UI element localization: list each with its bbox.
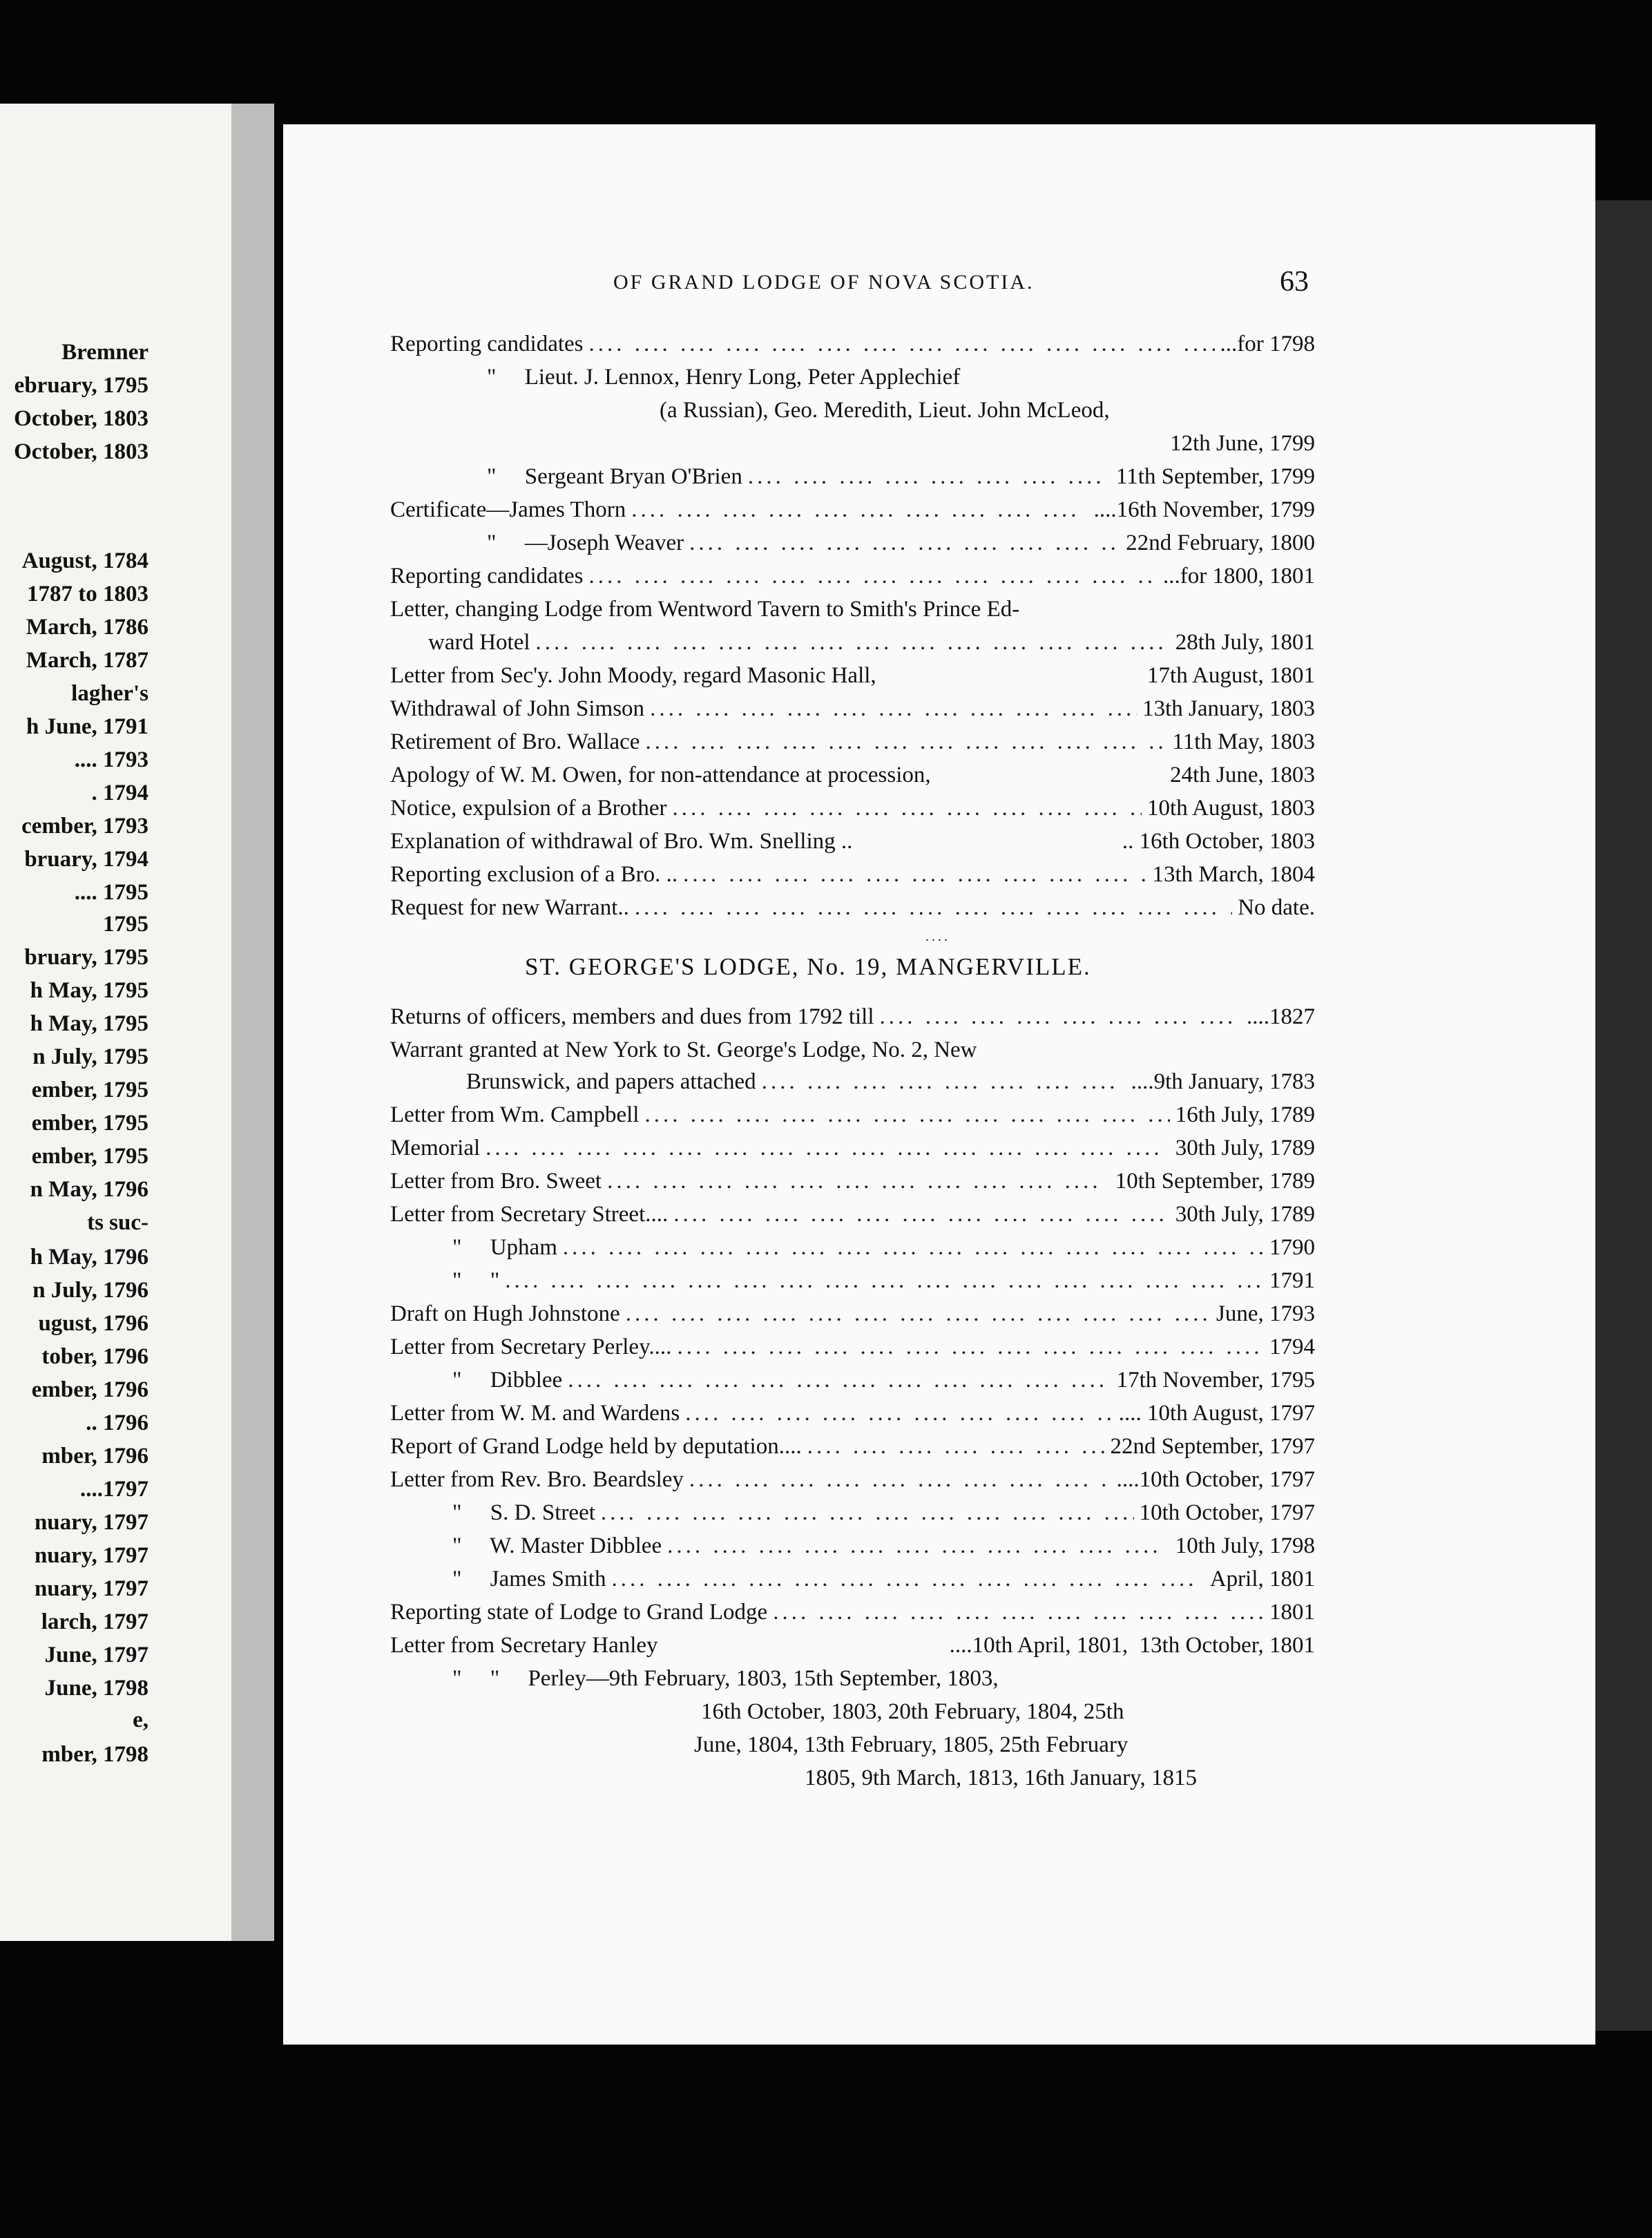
entry-date: June, 1793 (1216, 1301, 1315, 1326)
entry-text: Letter, changing Lodge from Wentword Tavern to Smith's Prince Ed- (390, 597, 1020, 622)
left-page-line: n July, 1795 (32, 1044, 148, 1069)
entry-date: 11th September, 1799 (1116, 464, 1315, 489)
left-page-line: .... 1793 (74, 747, 148, 772)
dot-leader (563, 1234, 1264, 1261)
dot-leader (536, 629, 1170, 656)
entry-date: 11th May, 1803 (1172, 729, 1315, 754)
dot-leader (626, 1300, 1211, 1328)
entry-text: Letter from Bro. Sweet (390, 1169, 602, 1194)
left-page-line: ebruary, 1795 (14, 373, 148, 398)
entry-date: 10th September, 1789 (1115, 1169, 1315, 1194)
entry-date: 28th July, 1801 (1175, 630, 1315, 655)
section-separator: .... (925, 929, 950, 944)
entry-text: Letter from Wm. Campbell (390, 1102, 640, 1127)
dot-leader (607, 1167, 1110, 1195)
dot-leader (762, 1068, 1126, 1096)
entry-text: Letter from Secretary Perley.... (390, 1335, 672, 1359)
left-page-line: nuary, 1797 (34, 1576, 148, 1601)
left-page-line: e, (133, 1708, 148, 1732)
entry-date: 22nd September, 1797 (1110, 1434, 1315, 1459)
dot-leader (677, 1333, 1264, 1361)
left-page-line: cember, 1793 (21, 814, 148, 839)
entry-date: 10th August, 1803 (1147, 796, 1315, 821)
index-entry (390, 662, 1315, 689)
entry-date: 10th July, 1798 (1175, 1533, 1315, 1558)
left-page-line: 1787 to 1803 (27, 582, 148, 606)
entry-text: Request for new Warrant.. (390, 895, 629, 920)
entry-date: 17th August, 1801 (1147, 663, 1315, 688)
dot-leader (486, 1134, 1170, 1162)
index-entry (390, 1101, 1315, 1129)
entry-text: " Lieut. J. Lennox, Henry Long, Peter Applechief (487, 365, 961, 390)
index-entry (390, 1201, 1315, 1228)
entry-date: .. 16th October, 1803 (1122, 829, 1315, 854)
entry-text: " —Joseph Weaver (487, 530, 684, 555)
left-page-line: n July, 1796 (32, 1278, 148, 1303)
entry-text: Letter from Sec'y. John Moody, regard Masonic Hall, (390, 663, 876, 688)
entry-text: Report of Grand Lodge held by deputation.... (390, 1434, 802, 1459)
index-entry (390, 794, 1315, 822)
left-page-line: ....1797 (80, 1477, 148, 1502)
entry-text: Warrant granted at New York to St. George's Lodge, No. 2, New (390, 1037, 977, 1062)
index-entry (390, 595, 1315, 623)
left-page-line: tober, 1796 (41, 1344, 148, 1369)
dot-leader (611, 1565, 1204, 1593)
index-entry (390, 728, 1315, 756)
entry-text: Certificate—James Thorn (390, 497, 626, 522)
left-page-line: ugust, 1796 (38, 1311, 148, 1336)
index-entry (390, 562, 1315, 590)
entry-text: Letter from W. M. and Wardens (390, 1401, 680, 1426)
index-entry (390, 1333, 1315, 1361)
entry-text: ward Hotel (428, 630, 530, 655)
entry-text: Explanation of withdrawal of Bro. Wm. Snelling .. (390, 829, 853, 854)
entry-text: " W. Master Dibblee (452, 1533, 662, 1558)
entry-date: ...for 1800, 1801 (1163, 564, 1315, 589)
entry-text: Reporting candidates (390, 332, 584, 356)
dot-leader (685, 1399, 1113, 1427)
entry-text: 1805, 9th March, 1813, 16th January, 1815 (805, 1766, 1197, 1790)
left-page-line: 1795 (103, 912, 148, 937)
entry-date: 12th June, 1799 (1170, 431, 1315, 456)
entry-date: 1801 (1269, 1600, 1315, 1625)
left-page-line: mber, 1798 (41, 1742, 148, 1767)
entry-text: Memorial (390, 1136, 481, 1160)
index-entry (390, 1036, 1315, 1064)
entry-date: ...for 1798 (1220, 332, 1315, 356)
dot-leader (568, 1366, 1111, 1394)
entry-date: 30th July, 1789 (1175, 1136, 1315, 1160)
dot-leader (589, 330, 1215, 358)
left-page-line: bruary, 1794 (24, 847, 148, 872)
entry-date: ....10th October, 1797 (1116, 1467, 1315, 1492)
entry-text: Letter from Secretary Hanley (390, 1633, 658, 1658)
index-entry (390, 1300, 1315, 1328)
left-page-line: March, 1787 (26, 648, 148, 673)
entry-text: Apology of W. M. Owen, for non-attendance at procession, (390, 763, 931, 787)
left-page-line: h May, 1795 (30, 978, 148, 1003)
index-entry (390, 330, 1315, 358)
index-entry (805, 1764, 1315, 1792)
entry-text: " James Smith (452, 1567, 606, 1591)
entry-text: Notice, expulsion of a Brother (390, 796, 667, 821)
left-page-line: June, 1798 (44, 1676, 148, 1701)
entry-text: Retirement of Bro. Wallace (390, 729, 640, 754)
dot-leader (645, 728, 1166, 756)
left-page-line: bruary, 1795 (24, 945, 148, 970)
dot-leader (644, 1101, 1169, 1129)
index-entry (466, 1068, 1315, 1096)
dot-leader (689, 529, 1120, 557)
dot-leader (773, 1598, 1264, 1626)
left-page-line: . 1794 (91, 781, 148, 805)
entry-text: " Dibblee (452, 1368, 563, 1393)
entry-text: Letter from Secretary Street.... (390, 1202, 669, 1227)
index-entry (390, 828, 1315, 855)
index-entry (390, 894, 1315, 921)
index-entry (452, 1499, 1315, 1527)
index-entry (390, 761, 1315, 789)
dot-leader (667, 1532, 1170, 1560)
dot-leader (880, 1003, 1242, 1031)
dot-leader (807, 1433, 1105, 1460)
page-number: 63 (1280, 266, 1309, 298)
index-entry (390, 1134, 1315, 1162)
section-heading: ST. GEORGE'S LODGE, No. 19, MANGERVILLE. (525, 953, 1091, 980)
index-entry (452, 1565, 1315, 1593)
entry-text: " Upham (452, 1235, 557, 1260)
left-page-line: h May, 1795 (30, 1011, 148, 1036)
dot-leader (673, 1201, 1169, 1228)
entry-date: No date. (1238, 895, 1315, 920)
index-entry (487, 463, 1315, 490)
entry-text: Letter from Rev. Bro. Beardsley (390, 1467, 684, 1492)
index-entry (487, 529, 1315, 557)
index-entry (390, 861, 1315, 888)
entry-text: Brunswick, and papers attached (466, 1069, 756, 1094)
index-entry (390, 1399, 1315, 1427)
index-entry (390, 1598, 1315, 1626)
index-entry (390, 496, 1315, 524)
entry-date: 16th July, 1789 (1175, 1102, 1315, 1127)
left-page-line: ember, 1795 (31, 1111, 148, 1136)
entry-text: Reporting exclusion of a Bro. .. (390, 862, 678, 887)
index-entry (390, 1003, 1315, 1031)
index-entry (428, 629, 1315, 656)
left-page-line: lagher's (71, 681, 148, 706)
index-entry (390, 1466, 1315, 1493)
index-entry (390, 695, 1315, 723)
entry-text: June, 1804, 13th February, 1805, 25th February (694, 1732, 1128, 1757)
entry-text: Draft on Hugh Johnstone (390, 1301, 620, 1326)
entry-date: 30th July, 1789 (1175, 1202, 1315, 1227)
entry-date: April, 1801 (1209, 1567, 1315, 1591)
left-page-line: ember, 1795 (31, 1144, 148, 1169)
entry-text: (a Russian), Geo. Meredith, Lieut. John McLeod, (660, 398, 1110, 423)
book-gutter (231, 104, 274, 1941)
entry-text: Reporting candidates (390, 564, 584, 589)
running-head: OF GRAND LODGE OF NOVA SCOTIA. (613, 271, 1035, 294)
page-edge-shadow (1595, 200, 1652, 2031)
index-entry (694, 1731, 1315, 1759)
left-page-line: ember, 1796 (31, 1377, 148, 1402)
entry-date: 22nd February, 1800 (1126, 530, 1315, 555)
dot-leader (683, 861, 1146, 888)
left-page-line: h June, 1791 (26, 714, 148, 739)
entry-date: 1791 (1269, 1268, 1315, 1293)
entry-date: 13th January, 1803 (1142, 696, 1315, 721)
left-facing-page (0, 104, 266, 1941)
entry-date: .... 10th August, 1797 (1118, 1401, 1315, 1426)
dot-leader (589, 562, 1158, 590)
index-entry (452, 1234, 1315, 1261)
entry-text: " " Perley—9th February, 1803, 15th September, 1803, (452, 1666, 999, 1691)
left-page-line: larch, 1797 (41, 1609, 148, 1634)
entry-text: 16th October, 1803, 20th February, 1804, 25th (701, 1699, 1124, 1724)
left-page-line: n May, 1796 (30, 1177, 148, 1202)
entry-date: ....10th April, 1801, 13th October, 1801 (949, 1633, 1315, 1658)
index-entry (390, 1632, 1315, 1659)
dot-leader (672, 794, 1142, 822)
left-page-line: June, 1797 (44, 1643, 148, 1667)
index-entry (390, 1433, 1315, 1460)
entry-date: ....9th January, 1783 (1131, 1069, 1315, 1094)
left-page-line: .. 1796 (86, 1410, 148, 1435)
entry-date: 13th March, 1804 (1152, 862, 1315, 887)
index-entry (452, 1665, 1315, 1692)
entry-text: " Sergeant Bryan O'Brien (487, 464, 742, 489)
dot-leader (601, 1499, 1134, 1527)
entry-date: 1794 (1269, 1335, 1315, 1359)
left-page-line: mber, 1796 (41, 1444, 148, 1469)
left-page-line: October, 1803 (14, 406, 148, 431)
left-page-line: ember, 1795 (31, 1078, 148, 1102)
index-entry (452, 1267, 1315, 1294)
index-entry (390, 1167, 1315, 1195)
dot-leader (748, 463, 1111, 490)
left-page-line: October, 1803 (14, 439, 148, 464)
left-page-line: nuary, 1797 (34, 1510, 148, 1535)
dot-leader (505, 1267, 1264, 1294)
entry-date: 10th October, 1797 (1139, 1500, 1315, 1525)
left-page-line: August, 1784 (21, 548, 148, 573)
dot-leader (631, 496, 1088, 524)
dot-leader (689, 1466, 1111, 1493)
entry-text: Withdrawal of John Simson (390, 696, 645, 721)
index-entry (452, 1532, 1315, 1560)
left-page-line: h May, 1796 (30, 1245, 148, 1270)
left-page-line: nuary, 1797 (34, 1543, 148, 1568)
index-entry (487, 363, 1315, 391)
dot-leader (635, 894, 1232, 921)
left-page-line: ts suc- (87, 1210, 148, 1235)
entry-text: Returns of officers, members and dues from 1792 till (390, 1004, 874, 1029)
index-entry (660, 396, 1315, 424)
entry-text: " S. D. Street (452, 1500, 595, 1525)
dot-leader (650, 695, 1137, 723)
entry-date: ....1827 (1247, 1004, 1315, 1029)
left-page-line: .... 1795 (74, 880, 148, 905)
left-page-line: March, 1786 (26, 615, 148, 640)
entry-text: " " (452, 1268, 500, 1293)
entry-date: 24th June, 1803 (1170, 763, 1315, 787)
entry-text: Reporting state of Lodge to Grand Lodge (390, 1600, 768, 1625)
index-entry (390, 430, 1315, 457)
entry-date: ....16th November, 1799 (1093, 497, 1315, 522)
entry-date: 1790 (1269, 1235, 1315, 1260)
index-entry (452, 1366, 1315, 1394)
entry-date: 17th November, 1795 (1116, 1368, 1315, 1393)
left-page-line: Bremner (61, 340, 148, 365)
index-entry (701, 1698, 1315, 1725)
